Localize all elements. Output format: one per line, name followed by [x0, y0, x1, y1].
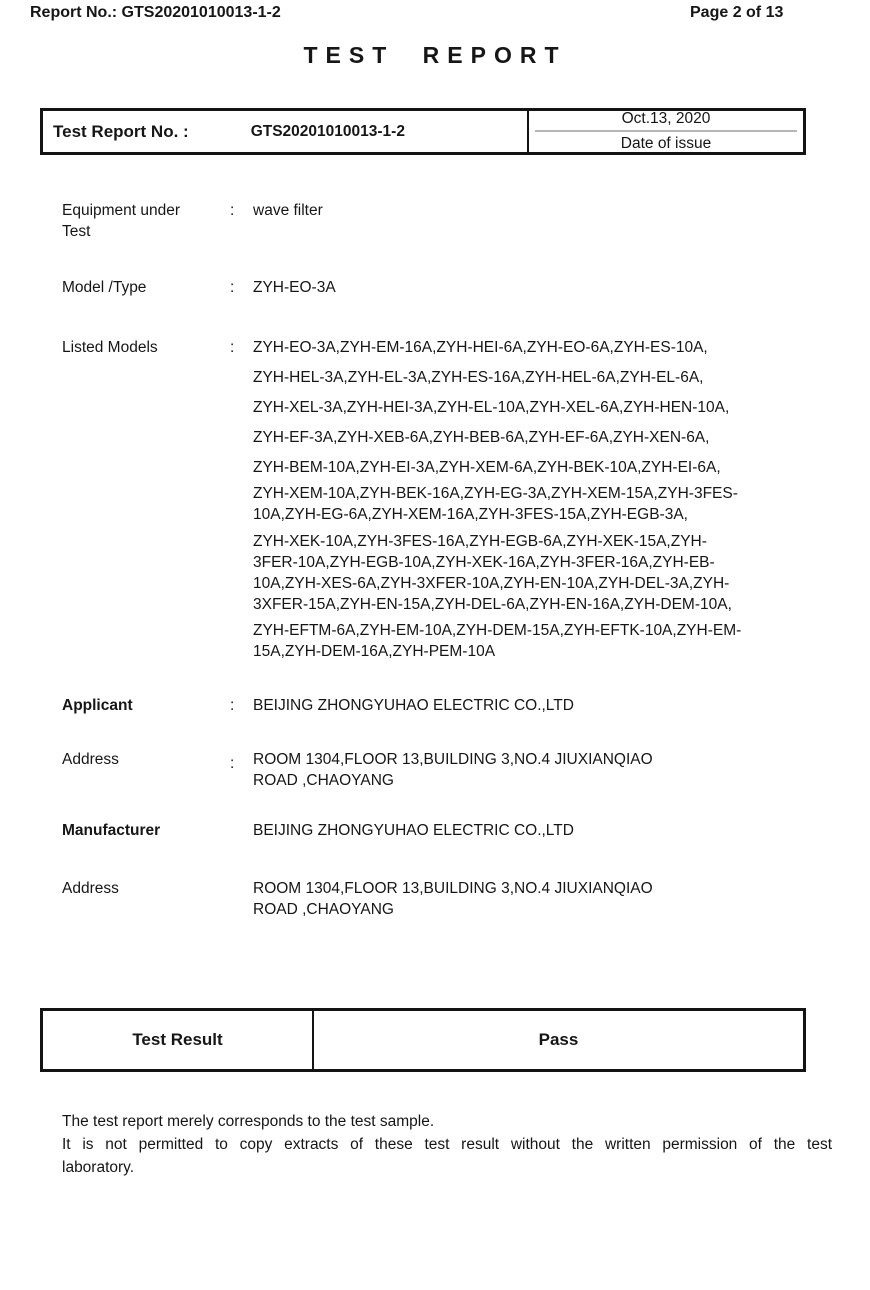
model-line: 15A,ZYH-DEM-16A,ZYH-PEM-10A: [253, 643, 496, 660]
model-line: 10A,ZYH-XES-6A,ZYH-3XFER-10A,ZYH-EN-10A,ZYH-DEL-3A,ZYH-: [253, 575, 730, 592]
field-applicant-address: [62, 749, 653, 791]
disclaimer: [62, 1110, 832, 1179]
model-group: [253, 483, 741, 525]
model-line: ZYH-XEM-10A,ZYH-BEK-16A,ZYH-EG-3A,ZYH-XEM-15A,ZYH-3FES-: [253, 485, 738, 502]
model-line: ZYH-BEM-10A,ZYH-EI-3A,ZYH-XEM-6A,ZYH-BEK-10A,ZYH-EI-6A,: [253, 459, 721, 476]
model-group: [253, 531, 741, 615]
colon: :: [230, 279, 235, 296]
report-number-cell: [43, 111, 529, 152]
colon: :: [230, 697, 235, 714]
test-result-table: [40, 1008, 806, 1072]
model-line: 10A,ZYH-EG-6A,ZYH-XEM-16A,ZYH-3FES-15A,ZYH-EGB-3A,: [253, 506, 688, 523]
header-page-number: Page 2 of 13: [690, 4, 784, 21]
manufacturer-value: BEIJING ZHONGYUHAO ELECTRIC CO.,LTD: [253, 822, 574, 839]
date-of-issue-cell: [529, 111, 803, 152]
field-model-type: [62, 277, 336, 298]
colon-spacer: [230, 820, 253, 841]
listed-models-label: Listed Models: [62, 339, 158, 356]
field-equipment-under-test: [62, 200, 323, 242]
issue-date-caption: Date of issue: [620, 135, 712, 152]
test-result-label: Test Result: [43, 1011, 314, 1069]
model-line: ZYH-XEK-10A,ZYH-3FES-16A,ZYH-EGB-6A,ZYH-XEK-15A,ZYH-: [253, 533, 707, 550]
applicant-address-value: ROOM 1304,FLOOR 13,BUILDING 3,NO.4 JIUXIANQIAO ROAD ,CHAOYANG: [253, 751, 653, 789]
field-listed-models: [62, 337, 253, 358]
colon: :: [230, 755, 235, 772]
address-label: Address: [62, 880, 119, 897]
colon-spacer: [230, 878, 253, 920]
header-report-number: Report No.: GTS20201010013-1-2: [30, 4, 281, 21]
model-line: ZYH-EFTM-6A,ZYH-EM-10A,ZYH-DEM-15A,ZYH-EFTK-10A,ZYH-EM-: [253, 622, 742, 639]
report-number-table: [40, 108, 806, 155]
model-type-value: ZYH-EO-3A: [253, 279, 336, 296]
model-line: ZYH-EO-3A,ZYH-EM-16A,ZYH-HEI-6A,ZYH-EO-6A,ZYH-ES-10A,: [253, 339, 708, 356]
manufacturer-label: Manufacturer: [62, 822, 161, 839]
colon: :: [230, 202, 235, 219]
model-line: ZYH-HEL-3A,ZYH-EL-3A,ZYH-ES-16A,ZYH-HEL-6A,ZYH-EL-6A,: [253, 369, 704, 386]
disclaimer-line: The test report merely corresponds to the test sample.: [62, 1113, 435, 1130]
equipment-label: Equipment under Test: [62, 202, 181, 240]
applicant-value: BEIJING ZHONGYUHAO ELECTRIC CO.,LTD: [253, 697, 574, 714]
disclaimer-line: laboratory.: [62, 1159, 135, 1176]
report-number-value: GTS20201010013-1-2: [250, 122, 405, 140]
field-manufacturer-address: [62, 878, 653, 920]
page-title: TEST REPORT: [303, 42, 567, 68]
disclaimer-line: It is not permitted to copy extracts of these test result without the written permission of the test: [62, 1136, 832, 1153]
model-line: ZYH-EF-3A,ZYH-XEB-6A,ZYH-BEB-6A,ZYH-EF-6A,ZYH-XEN-6A,: [253, 429, 710, 446]
issue-date-value: Oct.13, 2020: [535, 110, 797, 132]
test-result-value: Pass: [538, 1030, 579, 1049]
manufacturer-address-value: ROOM 1304,FLOOR 13,BUILDING 3,NO.4 JIUXIANQIAO ROAD ,CHAOYANG: [253, 880, 653, 918]
address-label: Address: [62, 751, 119, 768]
model-group: [253, 620, 741, 662]
applicant-label: Applicant: [62, 697, 133, 714]
model-line: 3FER-10A,ZYH-EGB-10A,ZYH-XEK-16A,ZYH-3FER-16A,ZYH-EB-: [253, 554, 715, 571]
report-number-label: Test Report No. :: [53, 121, 189, 141]
listed-models-value: [253, 333, 741, 662]
field-manufacturer: [62, 820, 574, 841]
model-line: ZYH-XEL-3A,ZYH-HEI-3A,ZYH-EL-10A,ZYH-XEL-6A,ZYH-HEN-10A,: [253, 399, 730, 416]
model-group: [253, 333, 741, 483]
colon: :: [230, 339, 235, 356]
model-type-label: Model /Type: [62, 279, 147, 296]
model-line: 3XFER-15A,ZYH-EN-15A,ZYH-DEL-6A,ZYH-EN-16A,ZYH-DEM-10A,: [253, 596, 732, 613]
field-applicant: [62, 695, 574, 716]
equipment-value: wave filter: [253, 202, 323, 219]
